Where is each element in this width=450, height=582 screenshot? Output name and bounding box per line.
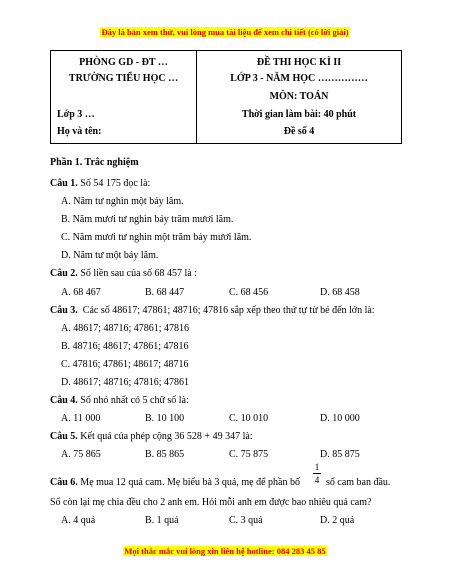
question-label: Câu 1. [50, 178, 78, 189]
question-5 [50, 431, 253, 442]
option-c: C. 3 quả [229, 515, 263, 526]
question-text: Số nhỏ nhất có 5 chữ số là: [80, 395, 189, 406]
fraction-bar [313, 473, 321, 474]
option-a: A. 11 000 [61, 413, 101, 424]
option-d: D. 2 quả [320, 515, 355, 526]
option-b: B. 85 865 [145, 449, 185, 460]
student-name-field: Họ và tên: [57, 126, 102, 137]
question-2 [50, 268, 197, 279]
preview-banner [0, 27, 450, 37]
question-1 [50, 178, 150, 189]
option-a: A. 68 467 [61, 287, 101, 298]
question-label: Câu 3. [50, 305, 78, 316]
question-label: Câu 2. [50, 268, 78, 279]
question-label: Câu 5. [50, 431, 78, 442]
option-d: D. Năm tư một bảy lăm. [61, 250, 159, 261]
school-name: TRƯỜNG TIỂU HỌC … [68, 73, 179, 84]
grade-year: LỚP 3 - NĂM HỌC …………… [230, 73, 368, 84]
question-text-part-3: Số còn lại mẹ chia đều cho 2 anh em. Hỏi mỗi anh em được bao nhiêu quả cam? [50, 497, 372, 508]
question-text-part-1: Mẹ mua 12 quả cam. Mẹ biếu bà 3 quả, mẹ để phần bố [80, 477, 300, 488]
question-4 [50, 395, 189, 406]
option-b: B. Năm mươi tư nghìn bảy trăm mươi lăm. [61, 214, 234, 225]
option-b: B. 68 447 [145, 287, 185, 298]
fraction-one-quarter [313, 462, 321, 485]
question-text-part-2: số cam ban đầu. [326, 477, 391, 488]
question-text: Kết quả của phép cộng 36 528 + 49 347 là: [80, 431, 253, 442]
header-left-cell [51, 51, 197, 143]
subject: MÔN: TOÁN [269, 91, 329, 102]
option-d: D. 68 458 [320, 287, 360, 298]
fraction-denominator: 4 [314, 475, 320, 485]
question-text: Các số 48617; 47861; 48716; 47816 sắp xếp theo thứ tự từ bé đến lớn là: [82, 305, 375, 316]
preview-banner-text: Đây là bản xem thử, vui lòng mua tài liệu để xem chi tiết (có lời giải) [101, 27, 349, 37]
exam-title: ĐỀ THI HỌC KÌ II [256, 57, 342, 68]
option-a: A. Năm tư nghìn một bảy lăm. [61, 196, 184, 207]
question-text: Số liền sau của số 68 457 là : [80, 268, 197, 279]
option-b: B. 1 quả [145, 515, 179, 526]
option-d: D. 48617; 48716; 47816; 47861 [61, 377, 190, 388]
question-text: Số 54 175 đọc là: [80, 178, 151, 189]
header-right-cell [197, 51, 401, 143]
option-c: C. 10 010 [229, 413, 269, 424]
option-d: D. 85 875 [320, 449, 360, 460]
option-b: B. 10 100 [145, 413, 185, 424]
hotline-banner-text: Mọi thắc mắc vui lòng xin liên hệ hotline: 084 283 45 85 [124, 546, 326, 556]
exam-code: Đề số 4 [283, 126, 315, 137]
question-label: Câu 4. [50, 395, 78, 406]
option-a: A. 48617; 48716; 47861; 47816 [61, 323, 190, 334]
section-title: Phần 1. Trắc nghiệm [50, 157, 139, 168]
fraction-numerator: 1 [314, 462, 320, 472]
option-a: A. 4 quả [61, 515, 96, 526]
option-a: A. 75 865 [61, 449, 101, 460]
option-c: C. 68 456 [229, 287, 269, 298]
question-6 [50, 477, 300, 488]
option-c: C. Năm mươi tư nghìn một trăm bảy mươi lăm. [61, 232, 252, 243]
department-name: PHÒNG GD - ĐT … [79, 57, 168, 68]
option-b: B. 48716; 48617; 47861; 47816 [61, 341, 189, 352]
hotline-banner [0, 546, 450, 556]
question-3 [50, 305, 375, 316]
question-label: Câu 6. [50, 477, 78, 488]
class-field: Lớp 3 … [57, 109, 95, 120]
option-c: C. 75 875 [229, 449, 269, 460]
option-c: C. 47816; 47861; 48617; 48716 [61, 359, 189, 370]
option-d: D. 10 000 [320, 413, 360, 424]
time-limit: Thời gian làm bài: 40 phút [241, 109, 357, 120]
exam-header-table [50, 50, 402, 144]
